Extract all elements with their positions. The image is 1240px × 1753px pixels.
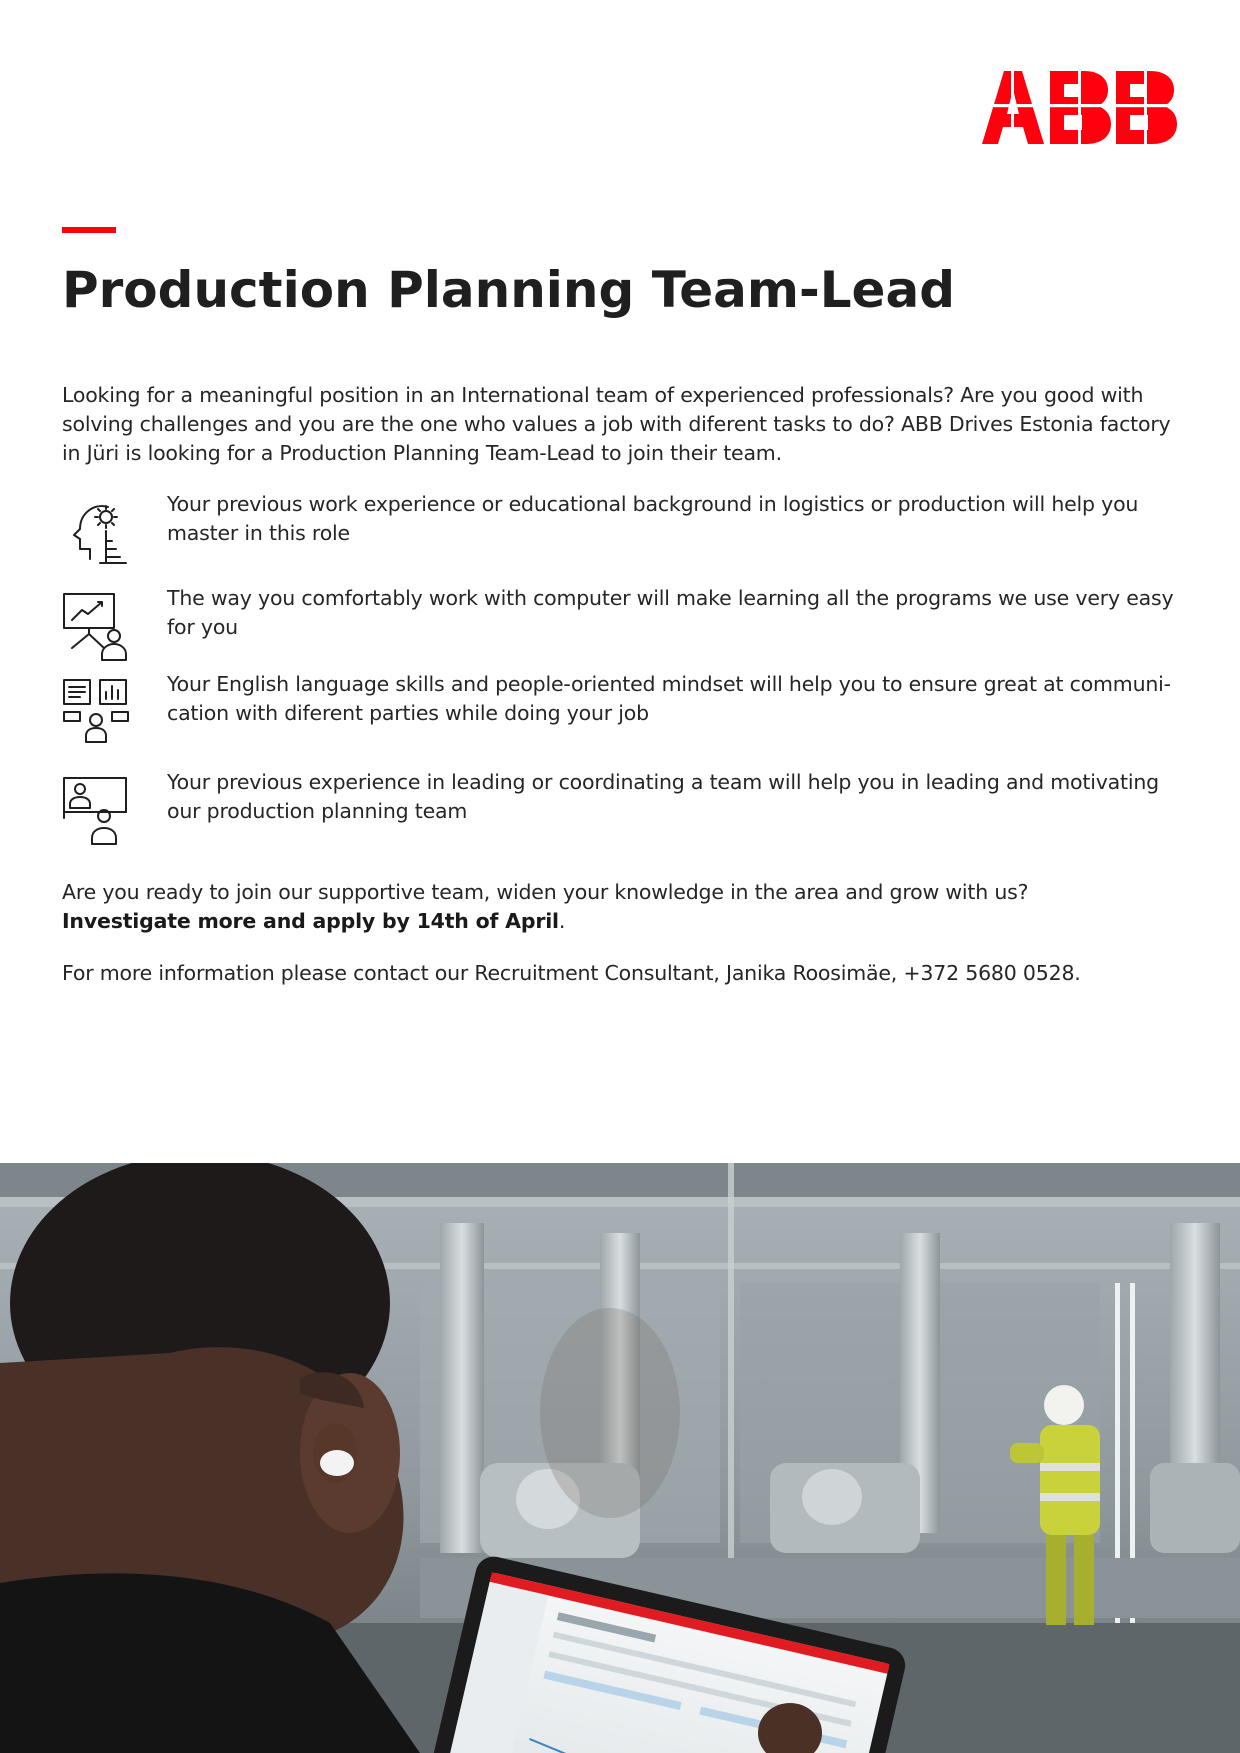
- benefit-4-text: Your previous experience in leading or coordinating a team will help you in leading and motivating our production planning team: [167, 770, 1159, 823]
- team-meeting-icon: [60, 774, 132, 846]
- page-title: Production Planning Team-Lead: [62, 261, 955, 319]
- contact-info: For more information please contact our Recruitment Consultant, Janika Roosimäe, +372 5680 0528.: [62, 961, 1081, 985]
- closing-paragraph: [62, 878, 1182, 936]
- closing-question: Are you ready to join our supportive team, widen your knowledge in the area and grow with us?: [62, 880, 1029, 904]
- cta-suffix: .: [558, 909, 566, 933]
- presentation-chart-icon: [60, 590, 132, 662]
- factory-photo: [0, 1163, 1240, 1753]
- apply-call-to-action: Investigate more and apply by 14th of April: [62, 909, 559, 933]
- head-gear-icon: [60, 497, 132, 569]
- communication-icon: [60, 676, 132, 748]
- benefit-1-text: Your previous work experience or educational background in logistics or production will help you master in this role: [167, 492, 1139, 545]
- intro-paragraph: Looking for a meaningful position in an International team of experienced professionals? Are you good with solving challenges and you are the one who values a job with diferent tasks to do? ABB Drives Estonia factory in Jüri is looking for a Production Planning Team-Lead to join their team.: [62, 383, 1171, 465]
- accent-bar: [62, 227, 116, 233]
- abb-logo: [982, 71, 1178, 144]
- benefit-3-text: Your English language skills and people-oriented mindset will help you to ensure great at communi-cation with diferent parties while doing your job: [167, 672, 1171, 725]
- benefit-2-text: The way you comfortably work with computer will make learning all the programs we use very easy for you: [167, 586, 1174, 639]
